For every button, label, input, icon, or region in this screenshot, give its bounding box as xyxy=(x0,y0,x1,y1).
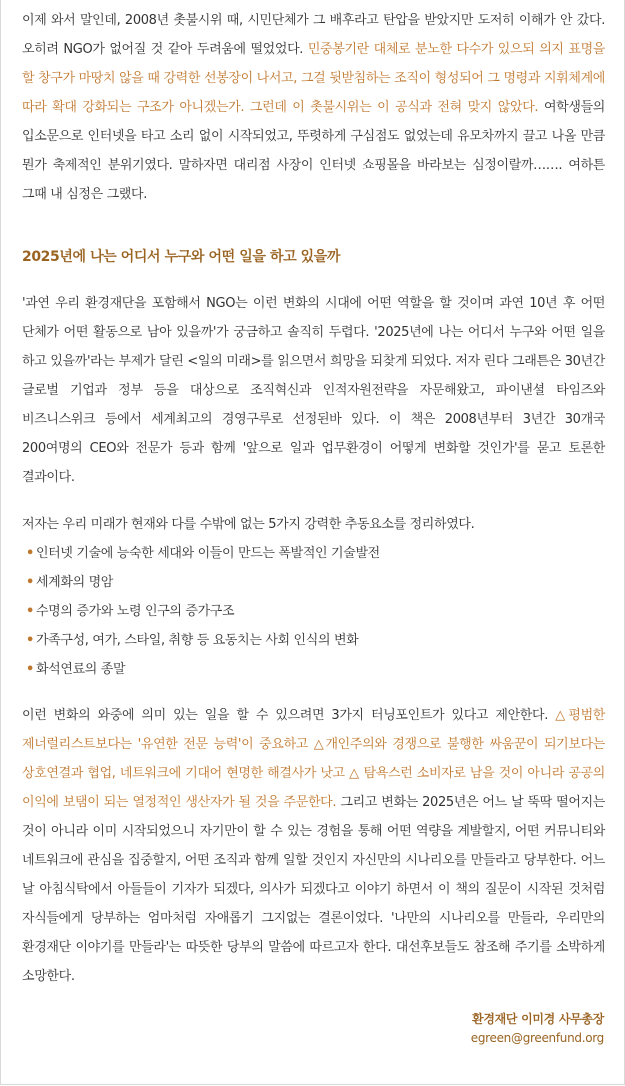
paragraph-book-intro: '과연 우리 환경재단을 포함해서 NGO는 이런 변화의 시대에 어떤 역할을 할 것이며 과연 10년 후 어떤 단체가 어떤 활동으로 남아 있을까'가 궁금하고 솔직히 두렵다. '2025년에 나는 어디서 누구와 어떤 일을 하고 있을까'라는 부제가 달린 <일의 미래>를 읽으면서 희망을 되찾게 되었다. 저자 린다 그래튼은 30년간 글로벌 기업과 정부 등을 대상으로 조직혁신과 인적자원전략을 자문해왔고, 파이낸셜 타임즈와 비즈니스위크 등에서 세계최고의 경영구루로 선정된바 있다. 이 책은 2008년부터 3년간 30개국 200여명의 CEO와 전문가 등과 함께 '앞으로 일과 업무환경이 어떻게 변화할 것인가'를 묻고 토론한 결과이다. xyxy=(22,296,605,485)
bullet-icon: • xyxy=(26,662,34,677)
paragraph-driving-forces: 저자는 우리 미래가 현재와 다를 수밖에 없는 5가지 강력한 추동요소를 정리하였다. xyxy=(22,517,475,532)
bullet-icon: • xyxy=(26,604,34,619)
author-signature xyxy=(471,1010,604,1048)
list-item-text: 수명의 증가와 노령 인구의 증가구조 xyxy=(35,604,235,619)
paragraph-turning-points-highlight: △평범한 제너럴리스트보다는 '유연한 전문 능력'이 중요하고 △개인주의와 경쟁으로 불행한 싸움꾼이 되기보다는 상호연결과 협업, 네트워크에 기대어 현명한 해결사가 낫고 △ 탐욕스런 소비자로 남을 것이 아니라 공공의 이익에 보탬이 되는 열정적인 생산자가 될 것을 주문한다. xyxy=(22,708,605,810)
list-item-text: 화석연료의 종말 xyxy=(35,662,126,677)
paragraph-candlelight-rest: 여학생들의 입소문으로 인터넷을 타고 소리 없이 시작되었고, 뚜렷하게 구심점도 없었는데 유모차까지 끌고 나올 만큼 뭔가 축제적인 분위기였다. 말하자면 대리점 사장이 인터넷 쇼핑몰을 바라보는 심정이랄까……. 여하튼 그때 내 심정은 그랬다. xyxy=(22,100,605,202)
paragraph-turning-points xyxy=(22,701,605,991)
list-item xyxy=(22,539,605,568)
paragraph-candlelight xyxy=(22,6,605,209)
article-body xyxy=(22,6,605,991)
author-email[interactable]: egreen@greenfund.org xyxy=(470,1031,604,1045)
paragraph-candlelight-highlight: 민중봉기란 대체로 분노한 다수가 있으되 의지 표명을 할 창구가 마땅치 않을 때 강력한 선봉장이 나서고, 그걸 뒷받침하는 조직이 형성되어 그 명령과 지휘체계에 따라 확대 강화되는 구조가 아니겠는가. 그런데 이 촛불시위는 이 공식과 전혀 맞지 않았다. xyxy=(22,42,605,115)
list-item-text: 세계화의 명암 xyxy=(35,575,113,590)
section-heading: 2025년에 나는 어디서 누구와 어떤 일을 하고 있을까 xyxy=(22,249,341,265)
list-item-text: 가족구성, 여가, 스타일, 취향 등 요동치는 사회 인식의 변화 xyxy=(35,633,359,648)
list-item xyxy=(22,568,605,597)
paragraph-turning-points-rest: 그리고 변화는 2025년은 어느 날 뚝딱 떨어지는 것이 아니라 이미 시작되었으니 자기만이 할 수 있는 경험을 통해 어떤 역량을 계발할지, 어떤 커뮤니티와 네트워크에 관심을 집중할지, 어떤 조직과 함께 일할 것인지 자신만의 시나리오를 만들라고 당부한다. 어느 날 아침식탁에서 아들들이 기자가 되겠다, 의사가 되겠다고 이야기 하면서 이 책의 질문이 시작된 것처럼 자식들에게 당부하는 엄마처럼 자애롭기 그지없는 결론이었다. '나만의 시나리오를 만들라, 우리만의 환경재단 이야기를 만들라'는 따뜻한 당부의 말씀에 따르고자 한다. 대선후보들도 참조해 주기를 소박하게 소망한다. xyxy=(22,795,605,984)
paragraph-candlelight-intro: 이제 와서 말인데, 2008년 촛불시위 때, 시민단체가 그 배후라고 탄압을 받았지만 도저히 이해가 안 갔다. 오히려 NGO가 없어질 것 같아 두려움에 떨었었다. xyxy=(22,13,605,57)
paragraph-turning-points-intro: 이런 변화의 와중에 의미 있는 일을 할 수 있으려면 3가지 터닝포인트가 있다고 제안한다. xyxy=(22,708,556,723)
bullet-icon: • xyxy=(26,633,34,648)
bullet-icon: • xyxy=(26,575,34,590)
list-item xyxy=(22,597,605,626)
bullet-icon: • xyxy=(26,546,34,561)
list-item xyxy=(22,626,605,655)
driving-forces-list xyxy=(22,539,605,684)
list-item xyxy=(22,655,605,684)
author-name: 환경재단 이미경 사무총장 xyxy=(472,1012,604,1026)
list-item-text: 인터넷 기술에 능숙한 세대와 이들이 만드는 폭발적인 기술발전 xyxy=(35,546,380,561)
